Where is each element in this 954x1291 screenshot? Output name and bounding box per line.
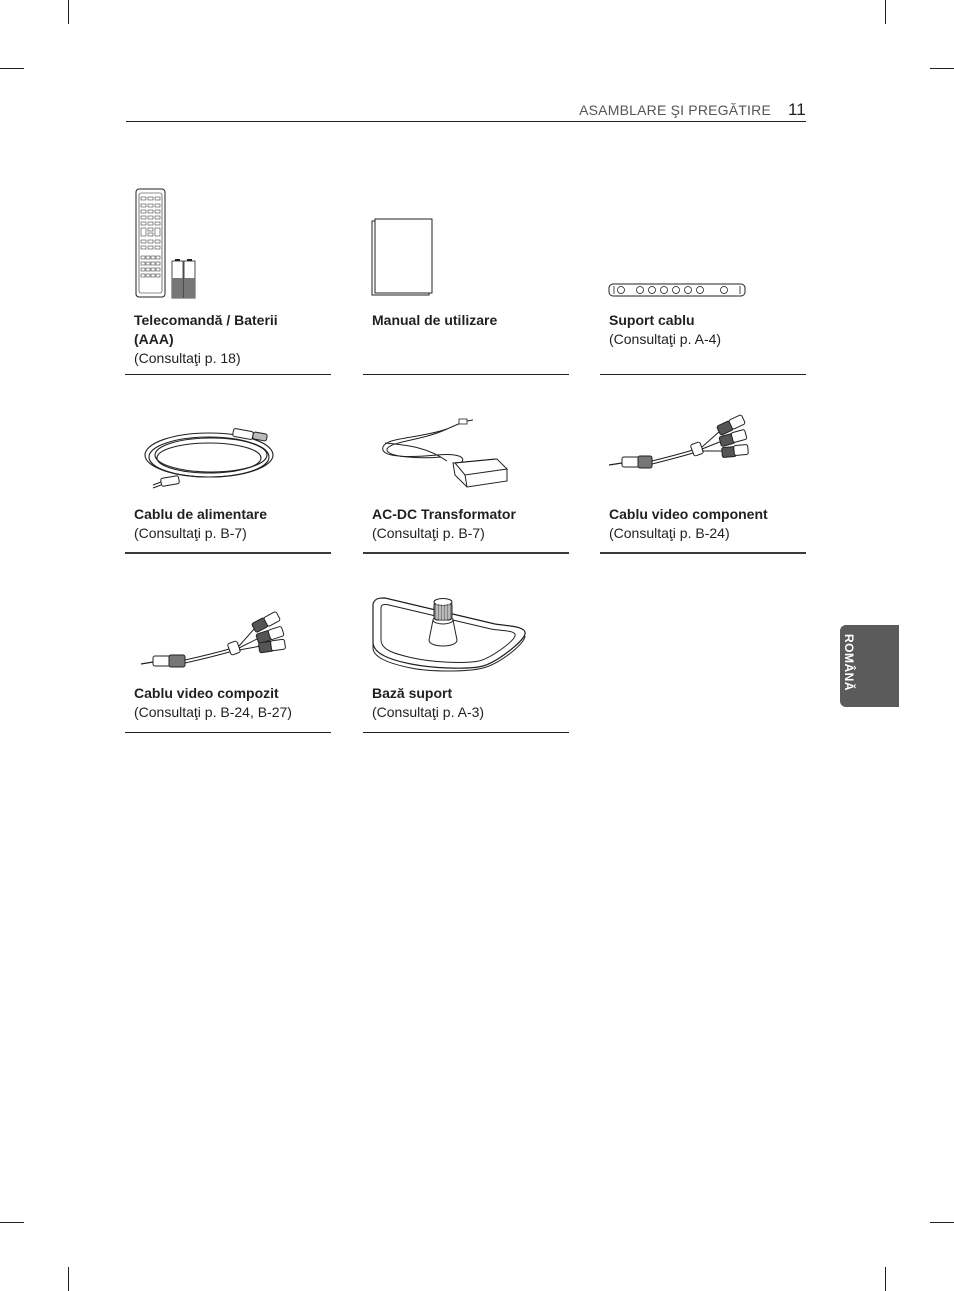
manual-book-icon	[371, 218, 435, 298]
stand-base-icon	[371, 596, 529, 672]
item-name: Cablu video compozit	[134, 685, 279, 701]
item-reference: (Consultaţi p. B-24)	[609, 525, 730, 541]
item-reference: (Consultaţi p. A-3)	[372, 704, 485, 720]
crop-mark	[930, 68, 954, 69]
item-divider	[125, 374, 331, 375]
item-name: AC-DC Transformator	[372, 506, 516, 522]
item-divider	[363, 374, 569, 375]
ac-dc-adapter-icon	[377, 417, 513, 493]
crop-mark	[885, 0, 886, 24]
header-rule	[126, 121, 806, 122]
crop-mark	[0, 68, 24, 69]
crop-mark	[68, 1267, 69, 1291]
item-reference: (Consultaţi p. B-7)	[134, 525, 247, 541]
page-number: 11	[788, 100, 806, 119]
item-name: Manual de utilizare	[372, 312, 498, 328]
item-name: Telecomandă / Baterii (AAA)	[134, 312, 278, 347]
item-divider	[600, 552, 806, 554]
batteries-icon	[171, 258, 197, 300]
crop-mark	[0, 1222, 24, 1223]
item-name: Cablu de alimentare	[134, 506, 268, 522]
item-divider	[363, 552, 569, 554]
crop-mark	[885, 1267, 886, 1291]
item-name: Suport cablu	[609, 312, 695, 328]
item-reference: (Consultaţi p. B-7)	[372, 525, 485, 541]
item-reference: (Consultaţi p. 18)	[134, 350, 241, 366]
power-cord-icon	[141, 425, 281, 497]
item-reference: (Consultaţi p. A-4)	[609, 331, 722, 347]
crop-mark	[930, 1222, 954, 1223]
component-cable-icon	[608, 417, 760, 473]
language-tab-label: ROMÂNĂ	[842, 634, 856, 691]
item-name: Bază suport	[372, 685, 453, 701]
section-title: ASAMBLARE ŞI PREGĂTIRE	[579, 102, 771, 118]
language-tab	[840, 625, 899, 707]
item-divider	[363, 732, 569, 733]
item-divider	[125, 552, 331, 554]
composite-cable-icon	[133, 614, 299, 672]
item-divider	[600, 374, 806, 375]
item-name: Cablu video component	[609, 506, 768, 522]
item-divider	[125, 732, 331, 733]
item-reference: (Consultaţi p. B-24, B-27)	[134, 704, 292, 720]
crop-mark	[68, 0, 69, 24]
cable-holder-icon	[608, 282, 748, 298]
